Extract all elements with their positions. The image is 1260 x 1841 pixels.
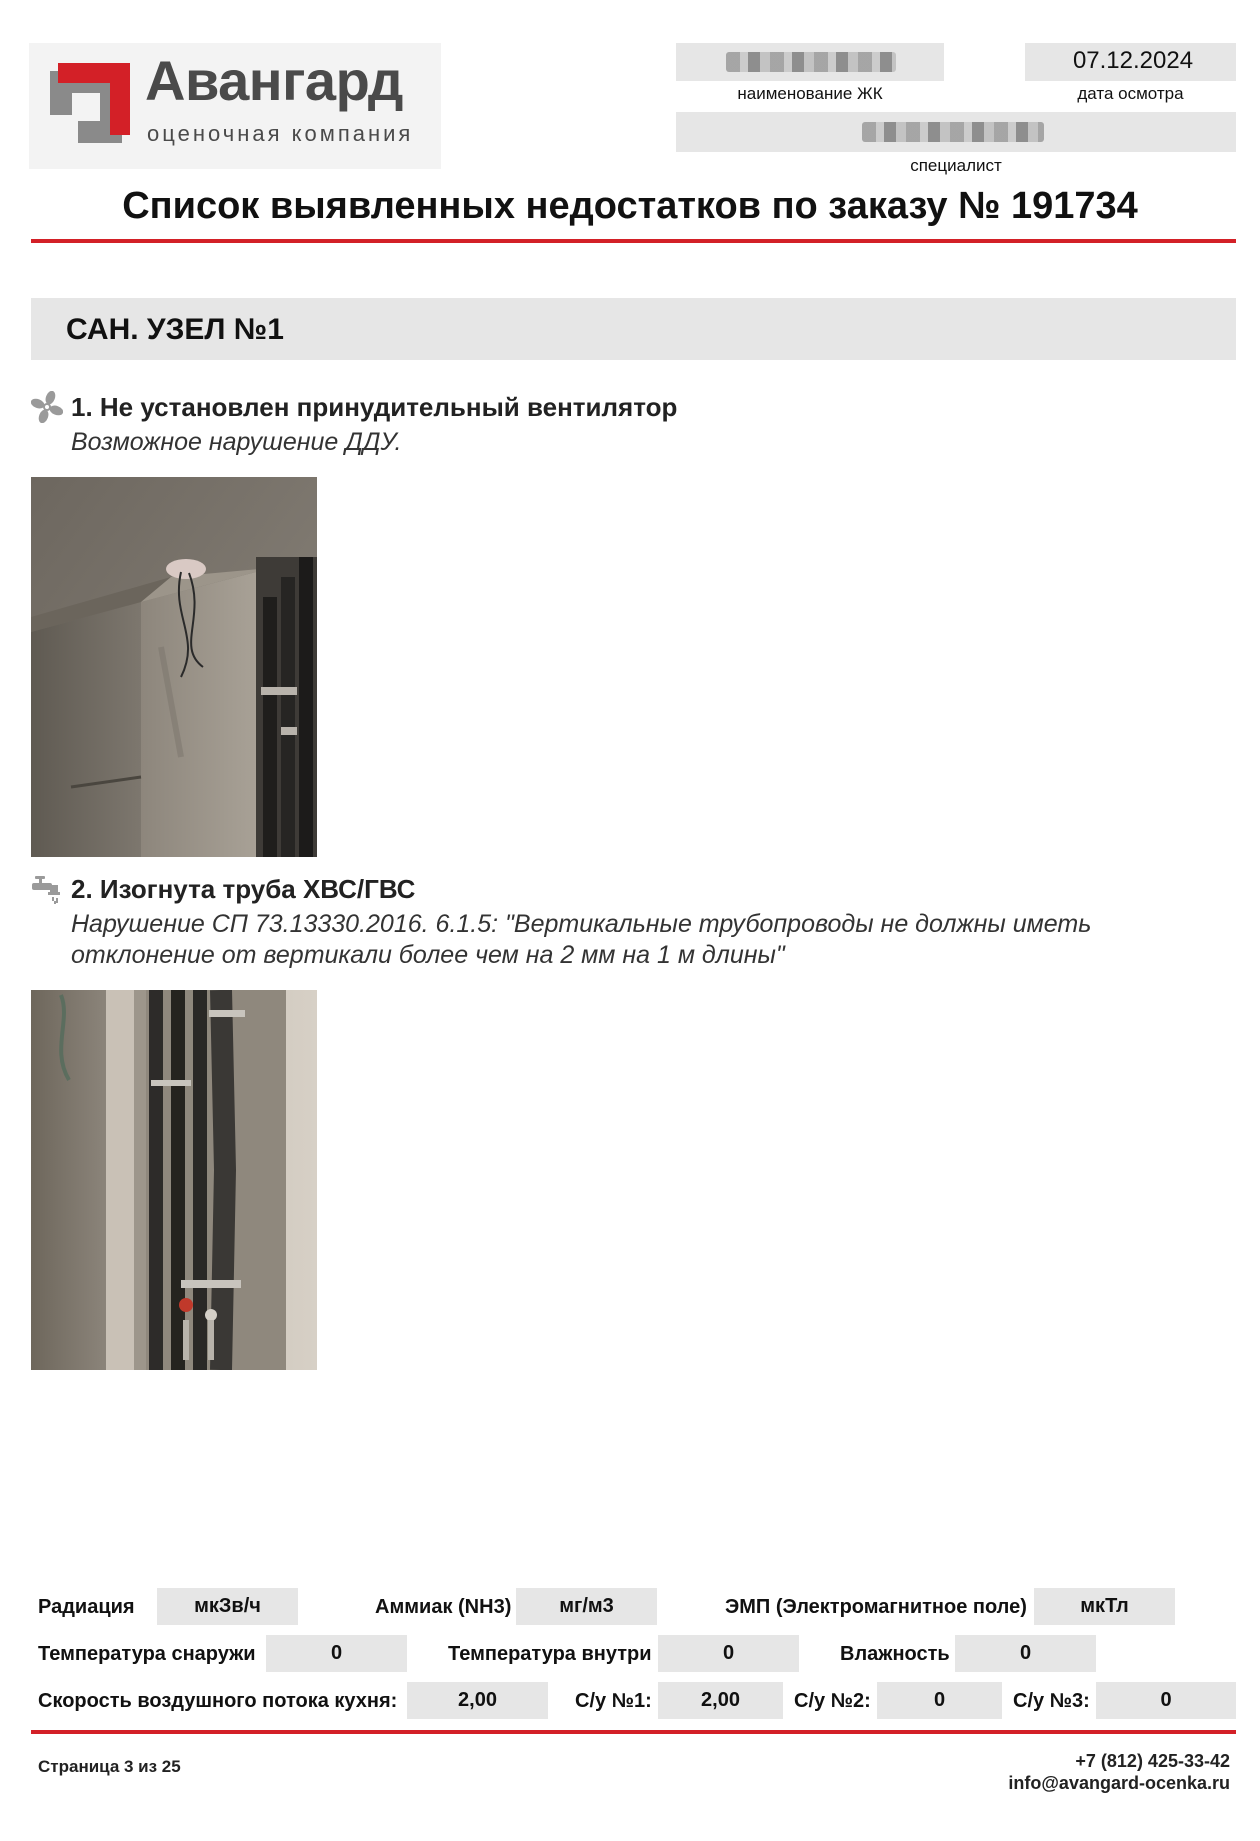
issue-1-title: 1. Не установлен принудительный вентилятор bbox=[71, 392, 678, 422]
header-divider bbox=[31, 239, 1236, 243]
logo-tagline: оценочная компания bbox=[147, 121, 414, 146]
redacted-text bbox=[726, 52, 896, 72]
bath3-field: 0 bbox=[1096, 1682, 1236, 1719]
ammonia-field: мг/м3 bbox=[516, 1588, 657, 1625]
emf-field: мкТл bbox=[1034, 1588, 1175, 1625]
humidity-field: 0 bbox=[955, 1635, 1096, 1672]
airflow-kitchen-label: Скорость воздушного потока кухня: bbox=[38, 1690, 398, 1712]
page-number: Страница 3 из 25 bbox=[38, 1757, 181, 1776]
issue-2-photo bbox=[31, 990, 317, 1370]
pipes-photo-image bbox=[31, 990, 317, 1370]
radiation-field: мкЗв/ч bbox=[157, 1588, 298, 1625]
emf-label: ЭМП (Электромагнитное поле) bbox=[725, 1596, 1027, 1618]
bath2-field: 0 bbox=[877, 1682, 1002, 1719]
footer-divider bbox=[31, 1730, 1236, 1734]
logo-name: Авангард bbox=[145, 49, 403, 112]
bath1-label: С/у №1: bbox=[575, 1690, 652, 1712]
footer-email: info@avangard-ocenka.ru bbox=[1008, 1773, 1230, 1793]
specialist-field bbox=[676, 112, 1236, 152]
humidity-label: Влажность bbox=[840, 1643, 950, 1665]
radiation-label: Радиация bbox=[38, 1596, 135, 1618]
temp-inside-field: 0 bbox=[658, 1635, 799, 1672]
airflow-kitchen-field: 2,00 bbox=[407, 1682, 548, 1719]
inspection-date-value: 07.12.2024 bbox=[1072, 47, 1194, 74]
complex-name-caption: наименование ЖК bbox=[737, 84, 883, 103]
temp-inside-label: Температура внутри bbox=[448, 1643, 652, 1665]
section-title: САН. УЗЕЛ №1 bbox=[66, 313, 284, 346]
section-header bbox=[31, 298, 1236, 360]
issue-1-photo bbox=[31, 477, 317, 857]
issue-2-description: Нарушение СП 73.13330.2016. 6.1.5: "Вертикальные трубопроводы не должны иметь отклонение от вертикали более чем на 2 мм на 1 м длины" bbox=[71, 910, 1092, 969]
document-title: Список выявленных недостатков по заказу № 191734 bbox=[122, 185, 1138, 227]
faucet-icon bbox=[31, 873, 63, 905]
bath3-label: С/у №3: bbox=[1013, 1690, 1090, 1712]
issue-1-description: Возможное нарушение ДДУ. bbox=[71, 428, 402, 456]
issue-2-title: 2. Изогнута труба ХВС/ГВС bbox=[71, 874, 416, 904]
inspection-date-caption: дата осмотра bbox=[1077, 84, 1184, 103]
fan-icon bbox=[31, 391, 63, 423]
footer-phone: +7 (812) 425-33-42 bbox=[1075, 1751, 1230, 1771]
ammonia-label: Аммиак (NH3) bbox=[375, 1596, 512, 1618]
bath1-field: 2,00 bbox=[658, 1682, 783, 1719]
bath2-label: С/у №2: bbox=[794, 1690, 871, 1712]
footer-contacts bbox=[1008, 1750, 1230, 1794]
complex-name-field bbox=[676, 43, 944, 81]
logo-mark-icon bbox=[50, 63, 130, 143]
redacted-text bbox=[862, 122, 1044, 142]
temp-outside-field: 0 bbox=[266, 1635, 407, 1672]
company-logo bbox=[29, 43, 441, 169]
bathroom-corner-photo-image bbox=[31, 477, 317, 857]
specialist-caption: специалист bbox=[910, 156, 1002, 175]
temp-outside-label: Температура снаружи bbox=[38, 1643, 256, 1665]
